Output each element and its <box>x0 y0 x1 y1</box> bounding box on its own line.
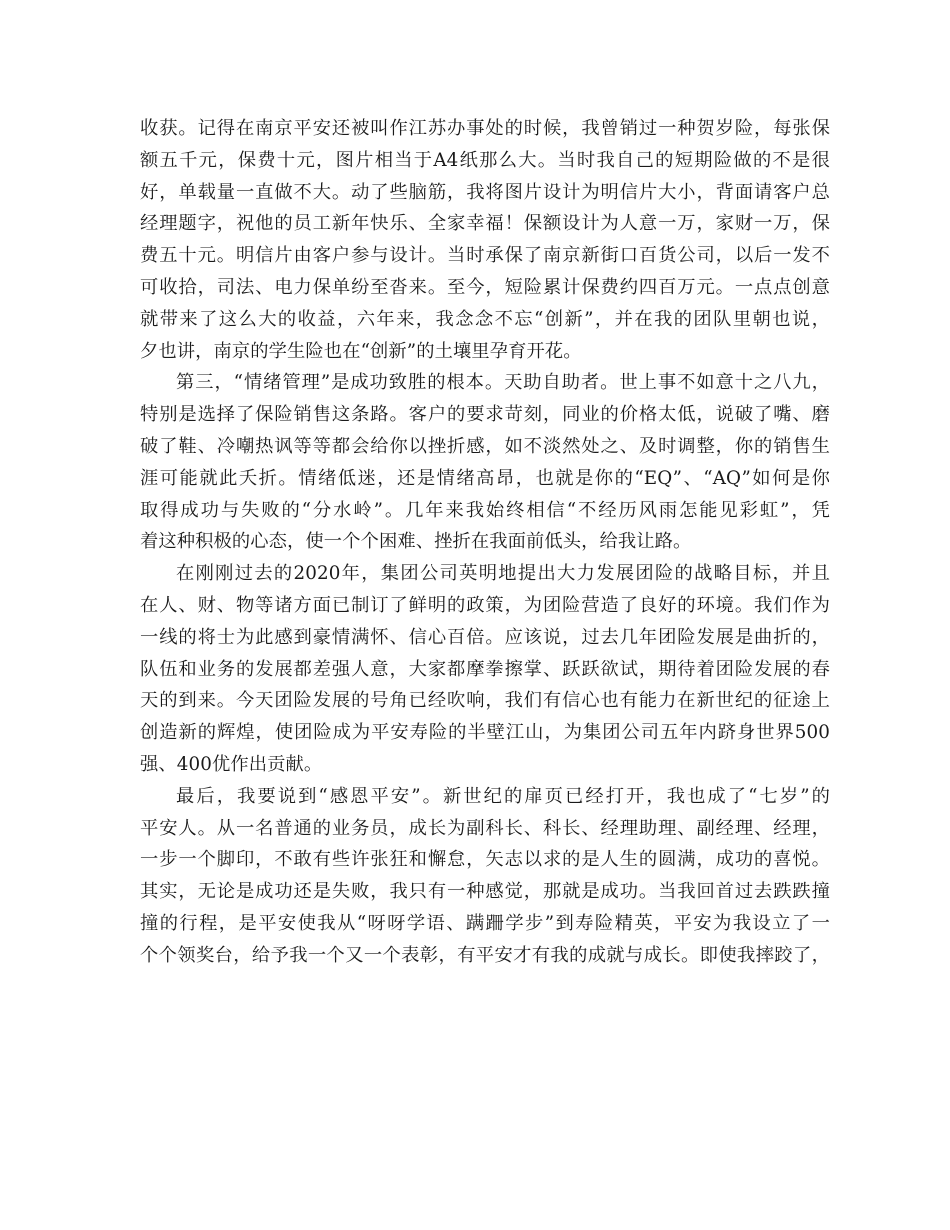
text-line: 在刚刚过去的2020年，集团公司英明地提出大力发展团险的战略目标，并且 <box>176 563 830 585</box>
text-line: 在人、财、物等诸方面已制订了鲜明的政策，为团险营造了良好的环境。我们作为 <box>140 594 830 616</box>
text-line: 额五千元，保费十元，图片相当于A4纸那么大。当时我自己的短期险做的不是很 <box>140 149 830 171</box>
text-line: 费五十元。明信片由客户参与设计。当时承保了南京新街口百货公司，以后一发不 <box>140 245 830 267</box>
text-line: 经理题字，祝他的员工新年快乐、全家幸福！保额设计为人意一万，家财一万，保 <box>140 213 830 235</box>
paragraph-group-insurance <box>140 558 830 781</box>
text-line: 平安人。从一名普通的业务员，成长为副科长、科长、经理助理、副经理、经理， <box>140 817 830 839</box>
text-line: 夕也讲，南京的学生险也在“创新”的土壤里孕育开花。 <box>140 340 582 362</box>
text-line: 着这种积极的心态，使一个个困难、挫折在我面前低头，给我让路。 <box>140 531 692 553</box>
text-line: 天的到来。今天团险发展的号角已经吹响，我们有信心也有能力在新世纪的征途上 <box>140 690 830 712</box>
text-line: 撞的行程，是平安使我从“呀呀学语、蹒跚学步”到寿险精英，平安为我设立了一 <box>140 912 830 934</box>
text-line: 一线的将士为此感到豪情满怀、信心百倍。应该说，过去几年团险发展是曲折的， <box>140 626 830 648</box>
paragraph-emotion-management <box>140 367 830 558</box>
text-line: 可收拾，司法、电力保单纷至沓来。至今，短险累计保费约四百万元。一点点创意 <box>140 276 830 298</box>
text-line: 最后，我要说到“感恩平安”。新世纪的扉页已经打开，我也成了“七岁”的 <box>176 785 830 807</box>
document-body <box>140 113 830 972</box>
text-line: 取得成功与失败的“分水岭”。几年来我始终相信“不经历风雨怎能见彩虹”，凭 <box>140 499 830 521</box>
text-line: 创造新的辉煌，使团险成为平安寿险的半壁江山，为集团公司五年内跻身世界500 <box>140 722 830 744</box>
text-line: 一步一个脚印，不敢有些许张狂和懈怠，矢志以求的是人生的圆满，成功的喜悦。 <box>140 849 830 871</box>
text-line: 破了鞋、冷嘲热讽等等都会给你以挫折感，如不淡然处之、及时调整，你的销售生 <box>140 435 830 457</box>
text-line: 好，单载量一直做不大。动了些脑筋，我将图片设计为明信片大小，背面请客户总 <box>140 181 830 203</box>
text-line: 收获。记得在南京平安还被叫作江苏办事处的时候，我曾销过一种贺岁险，每张保 <box>140 118 830 139</box>
text-line: 队伍和业务的发展都差强人意，大家都摩拳擦掌、跃跃欲试，期待着团险发展的春 <box>140 658 830 680</box>
text-line: 特别是选择了保险销售这条路。客户的要求苛刻，同业的价格太低，说破了嘴、磨 <box>140 404 830 426</box>
text-line: 个个领奖台，给予我一个又一个表彰，有平安才有我的成就与成长。即使我摔跤了， <box>140 944 830 966</box>
text-line: 涯可能就此夭折。情绪低迷，还是情绪高昂，也就是你的“EQ”、“AQ”如何是你 <box>140 467 830 489</box>
text-line: 第三，“情绪管理”是成功致胜的根本。天助自助者。世上事不如意十之八九， <box>176 372 830 394</box>
text-line: 其实，无论是成功还是失败，我只有一种感觉，那就是成功。当我回首过去跌跌撞 <box>140 881 830 903</box>
text-line: 就带来了这么大的收益，六年来，我念念不忘“创新”，并在我的团队里朝也说， <box>140 308 830 330</box>
text-line: 强、400优作出贡献。 <box>140 753 323 775</box>
paragraph-gratitude <box>140 781 830 972</box>
paragraph-innovation <box>140 113 830 367</box>
